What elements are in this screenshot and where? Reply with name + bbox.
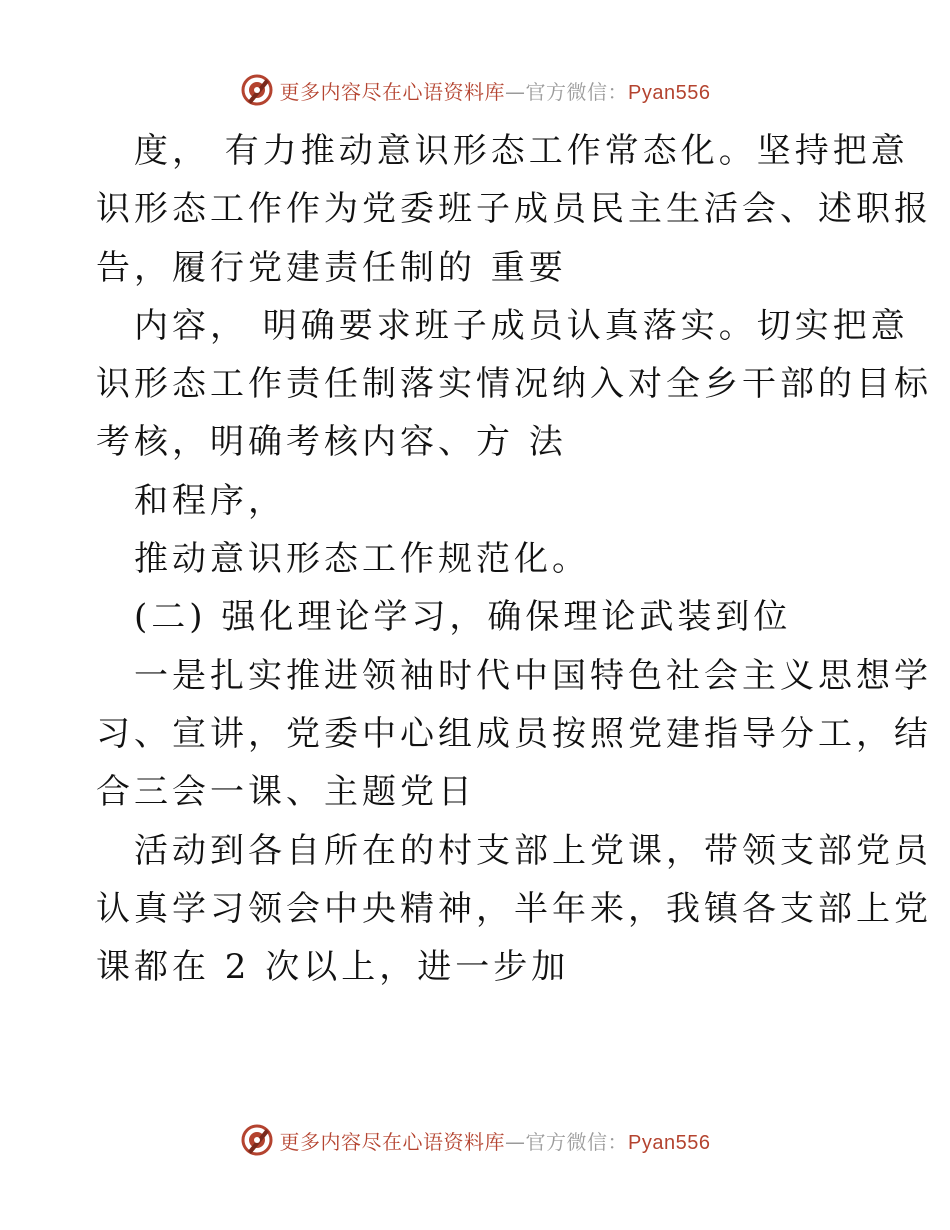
text-line: 告，履行党建责任制的 重要 <box>96 247 567 288</box>
text-line: 识形态工作作为党委班子成员民主生活会、述职报 <box>96 189 932 230</box>
section-heading: (二) 强化理论学习，确保理论武装到位 <box>134 597 792 638</box>
header-banner-slogan: 更多内容尽在心语资料库 <box>279 79 506 104</box>
text-line: 内容， 明确要求班子成员认真落实。切实把意 <box>134 305 909 346</box>
text-line: 活动到各自所在的村支部上党课，带领支部党员 <box>134 830 932 871</box>
text-line: 考核，明确考核内容、方 法 <box>96 422 567 463</box>
header-banner <box>0 70 950 110</box>
header-banner-wechat-label: 官方微信： <box>525 79 629 104</box>
footer-banner <box>0 1120 950 1160</box>
text-line: 合三会一课、主题党日 <box>96 772 476 813</box>
pen-emblem-icon <box>240 1123 274 1157</box>
footer-banner-wechat-id: Pyan556 <box>628 1131 711 1154</box>
pen-emblem-icon <box>240 73 274 107</box>
text-line: 度， 有力推动意识形态工作常态化。坚持把意 <box>134 131 909 171</box>
footer-banner-separator: — <box>505 1129 526 1154</box>
text-line: 识形态工作责任制落实情况纳入对全乡干部的目标 <box>96 364 932 405</box>
text-line: 和程序， <box>134 480 286 521</box>
text-line: 课都在 2 次以上，进一步加 <box>96 947 570 988</box>
footer-banner-wechat-label: 官方微信： <box>525 1129 629 1154</box>
text-line: 认真学习领会中央精神，半年来，我镇各支部上党 <box>96 888 932 929</box>
header-banner-separator: — <box>505 79 526 104</box>
header-banner-wechat-id: Pyan556 <box>628 81 711 104</box>
text-line: 推动意识形态工作规范化。 <box>134 539 590 580</box>
footer-banner-slogan: 更多内容尽在心语资料库 <box>279 1129 506 1154</box>
text-line: 一是扎实推进领袖时代中国特色社会主义思想学 <box>134 655 932 696</box>
text-line: 习、宣讲，党委中心组成员按照党建指导分工，结 <box>96 713 932 754</box>
header-banner-text <box>280 76 711 105</box>
document-body <box>96 122 932 996</box>
footer-banner-text <box>280 1126 711 1155</box>
